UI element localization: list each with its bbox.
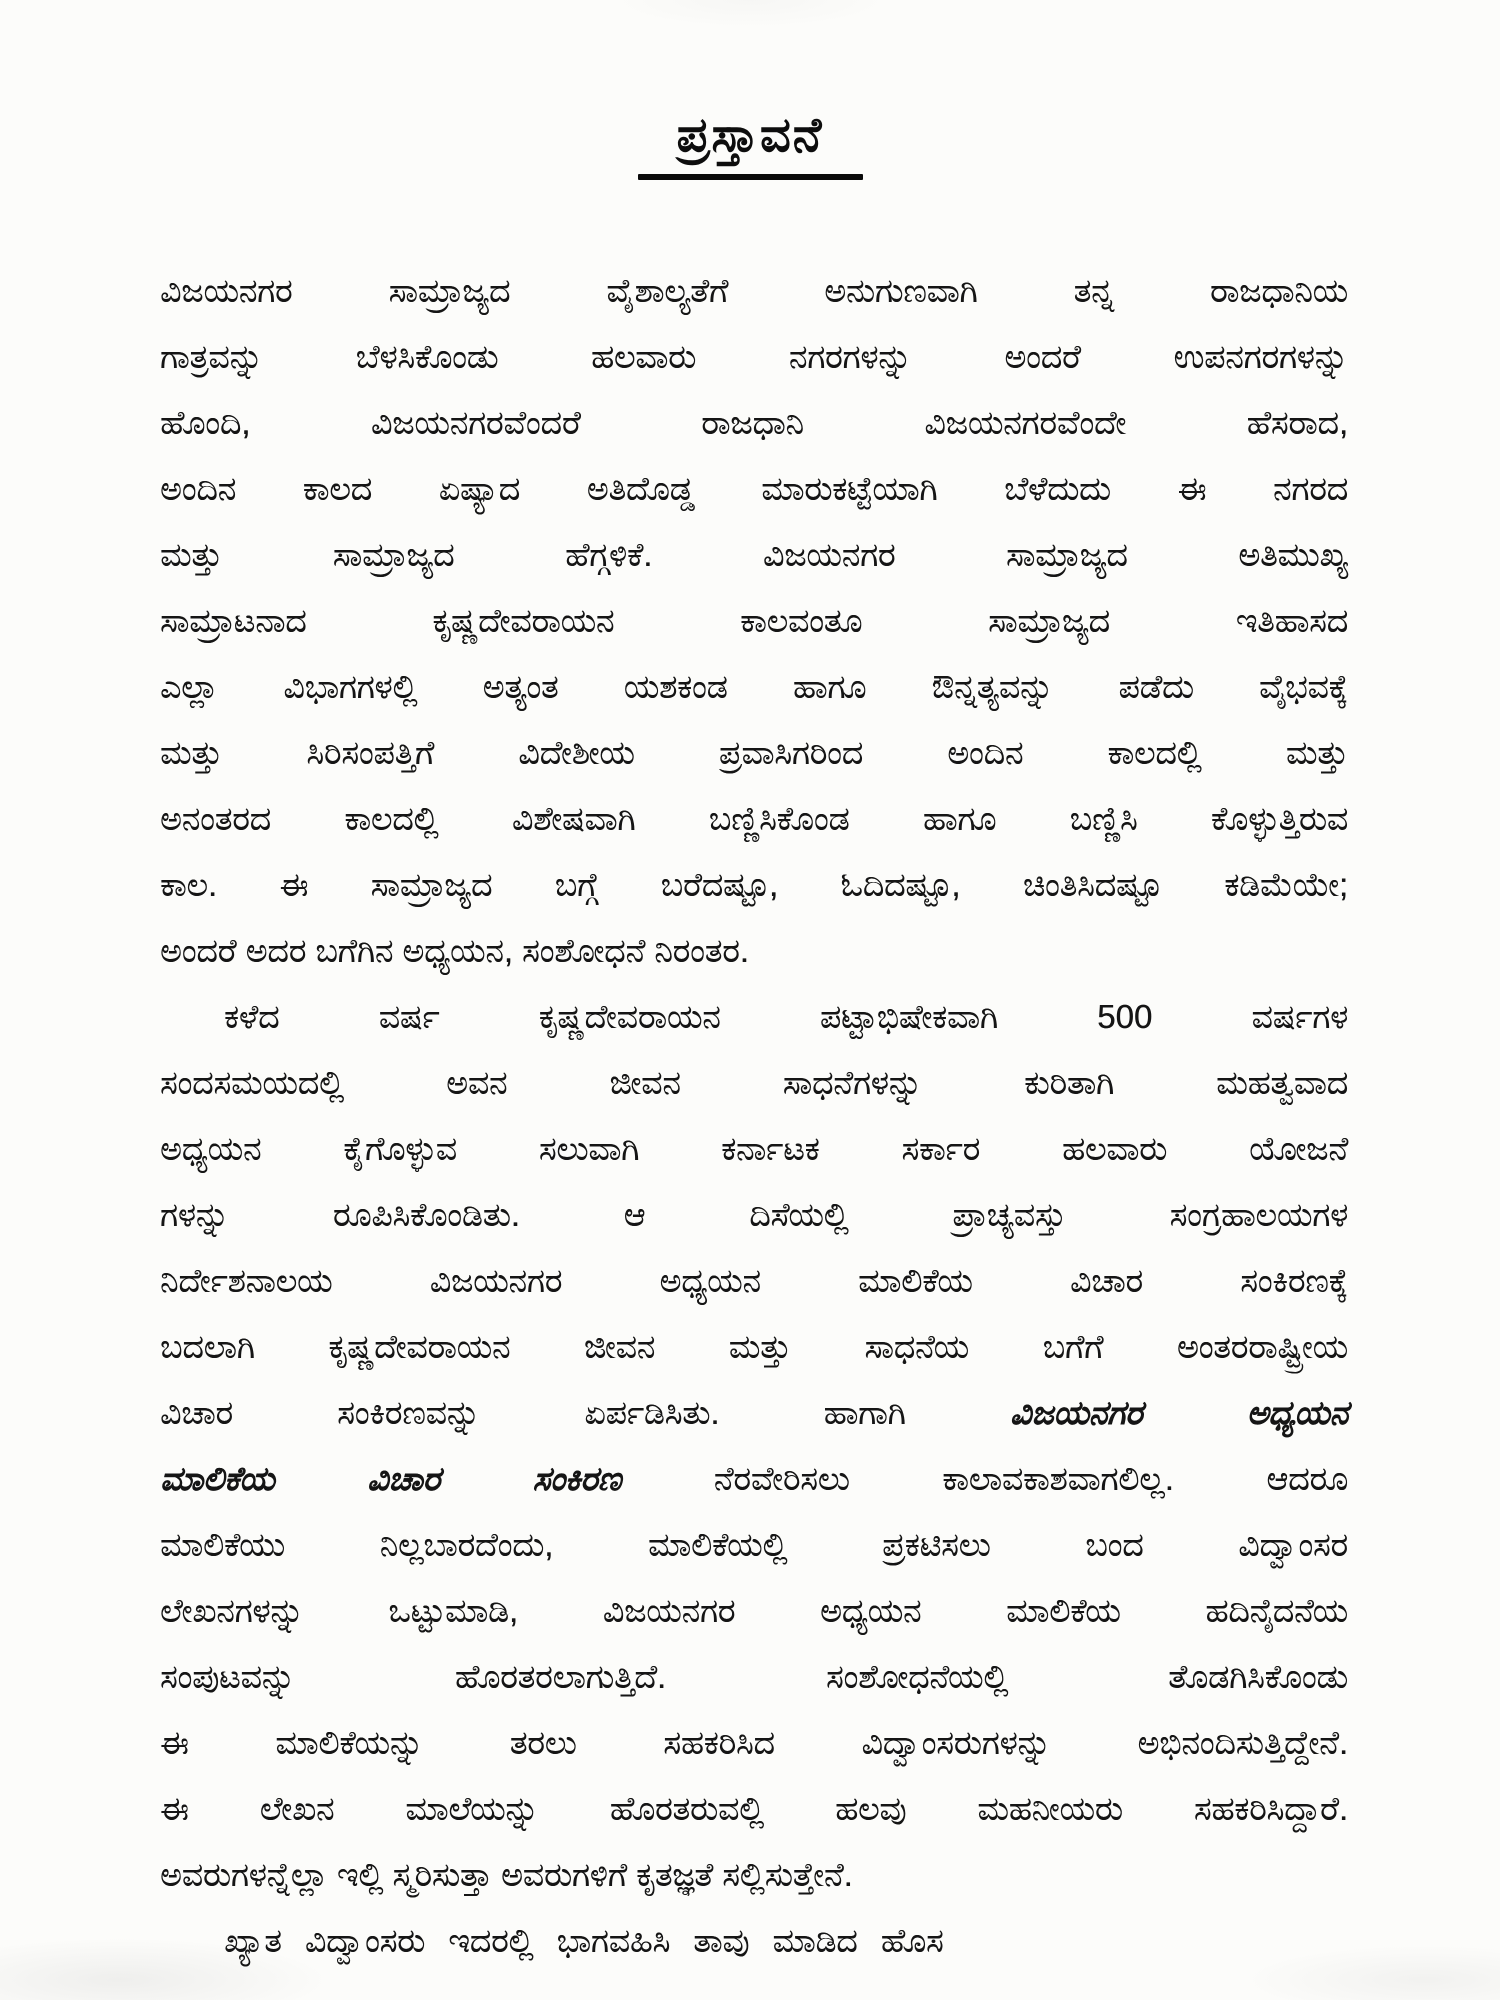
text-line	[160, 258, 1348, 324]
text-segment: ಮಾಲಿಕೆಯು ನಿಲ್ಲಬಾರದೆಂದು, ಮಾಲಿಕೆಯಲ್ಲಿ ಪ್ರಕಟಿಸಲು ಬಂದ ವಿದ್ವಾಂಸರ	[160, 1526, 1348, 1563]
text-segment: ಅಂದರೆ ಅದರ ಬಗೆಗಿನ ಅಧ್ಯಯನ, ಸಂಶೋಧನೆ ನಿರಂತರ.	[160, 932, 749, 969]
text-line	[160, 1314, 1348, 1380]
page-title: ಪ್ರಸ್ತಾವನೆ	[676, 109, 824, 162]
text-segment: ಸಾಮ್ರಾಟನಾದ ಕೃಷ್ಣದೇವರಾಯನ ಕಾಲವಂತೂ ಸಾಮ್ರಾಜ್ಯದ ಇತಿಹಾಸದ	[160, 602, 1348, 639]
text-segment: ಬದಲಾಗಿ ಕೃಷ್ಣದೇವರಾಯನ ಜೀವನ ಮತ್ತು ಸಾಧನೆಯ ಬಗೆಗೆ ಅಂತರರಾಷ್ಟ್ರೀಯ	[160, 1328, 1348, 1365]
text-line	[160, 1644, 1348, 1710]
text-line	[160, 1776, 1348, 1842]
text-segment: ಅಧ್ಯಯನ ಕೈಗೊಳ್ಳುವ ಸಲುವಾಗಿ ಕರ್ನಾಟಕ ಸರ್ಕಾರ ಹಲವಾರು ಯೋಜನೆ	[160, 1130, 1348, 1167]
text-segment: ಕಾಲ. ಈ ಸಾಮ್ರಾಜ್ಯದ ಬಗ್ಗೆ ಬರೆದಷ್ಟೂ, ಓದಿದಷ್ಟೂ, ಚಿಂತಿಸಿದಷ್ಟೂ ಕಡಿಮೆಯೇ;	[160, 866, 1348, 903]
text-line	[160, 1050, 1348, 1116]
text-line	[160, 1710, 1348, 1776]
text-segment: ಈ ಮಾಲಿಕೆಯನ್ನು ತರಲು ಸಹಕರಿಸಿದ ವಿದ್ವಾಂಸರುಗಳನ್ನು ಅಭಿನಂದಿಸುತ್ತಿದ್ದೇನೆ.	[160, 1724, 1348, 1761]
text-segment: ಗಾತ್ರವನ್ನು ಬೆಳಸಿಕೊಂಡು ಹಲವಾರು ನಗರಗಳನ್ನು ಅಂದರೆ ಉಪನಗರಗಳನ್ನು	[160, 338, 1348, 375]
text-segment: ಲೇಖನಗಳನ್ನು ಒಟ್ಟುಮಾಡಿ, ವಿಜಯನಗರ ಅಧ್ಯಯನ ಮಾಲಿಕೆಯ ಹದಿನೈದನೆಯ	[160, 1592, 1348, 1629]
text-segment: ಈ ಲೇಖನ ಮಾಲೆಯನ್ನು ಹೊರತರುವಲ್ಲಿ ಹಲವು ಮಹನೀಯರು ಸಹಕರಿಸಿದ್ದಾರೆ.	[160, 1790, 1348, 1827]
text-line	[160, 456, 1348, 522]
text-line	[160, 1116, 1348, 1182]
text-segment: ಖ್ಯಾತ ವಿದ್ವಾಂಸರು ಇದರಲ್ಲಿ ಭಾಗವಹಿಸಿ ತಾವು ಮಾಡಿದ ಹೊಸ	[224, 1922, 944, 1959]
text-line	[160, 984, 1348, 1050]
text-segment: ವಿಜಯನಗರ ಸಾಮ್ರಾಜ್ಯದ ವೈಶಾಲ್ಯತೆಗೆ ಅನುಗುಣವಾಗಿ ತನ್ನ ರಾಜಧಾನಿಯ	[160, 272, 1348, 309]
text-line	[160, 786, 1348, 852]
text-segment: ಮತ್ತು ಸಾಮ್ರಾಜ್ಯದ ಹೆಗ್ಗಳಿಕೆ. ವಿಜಯನಗರ ಸಾಮ್ರಾಜ್ಯದ ಅತಿಮುಖ್ಯ	[160, 536, 1348, 573]
text-line	[160, 918, 1348, 984]
text-segment: ಗಳನ್ನು ರೂಪಿಸಿಕೊಂಡಿತು. ಆ ದಿಸೆಯಲ್ಲಿ ಪ್ರಾಚ್ಯವಸ್ತು ಸಂಗ್ರಹಾಲಯಗಳ	[160, 1196, 1348, 1233]
text-line	[160, 324, 1348, 390]
text-segment: ನಿರ್ದೇಶನಾಲಯ ವಿಜಯನಗರ ಅಧ್ಯಯನ ಮಾಲಿಕೆಯ ವಿಚಾರ ಸಂಕಿರಣಕ್ಕೆ	[160, 1262, 1348, 1299]
text-line	[160, 1446, 1348, 1512]
title-underline	[638, 174, 863, 180]
text-line	[160, 852, 1348, 918]
text-segment: ಸಂಪುಟವನ್ನು ಹೊರತರಲಾಗುತ್ತಿದೆ. ಸಂಶೋಧನೆಯಲ್ಲಿ ತೊಡಗಿಸಿಕೊಂಡು	[160, 1658, 1348, 1695]
emphasized-text-segment: ಮಾಲಿಕೆಯ ವಿಚಾರ ಸಂಕಿರಣ	[160, 1460, 622, 1497]
text-line	[160, 720, 1348, 786]
text-line	[160, 522, 1348, 588]
text-segment: ಮತ್ತು ಸಿರಿಸಂಪತ್ತಿಗೆ ವಿದೇಶೀಯ ಪ್ರವಾಸಿಗರಿಂದ ಅಂದಿನ ಕಾಲದಲ್ಲಿ ಮತ್ತು	[160, 734, 1348, 771]
text-line	[160, 1248, 1348, 1314]
text-segment: ಕಳೆದ ವರ್ಷ ಕೃಷ್ಣದೇವರಾಯನ ಪಟ್ಟಾಭಿಷೇಕವಾಗಿ 500 ವರ್ಷಗಳ	[224, 998, 1348, 1035]
text-segment: ವಿಚಾರ ಸಂಕಿರಣವನ್ನು ಏರ್ಪಡಿಸಿತು. ಹಾಗಾಗಿ	[160, 1394, 1010, 1431]
emphasized-text-segment: ವಿಜಯನಗರ ಅಧ್ಯಯನ	[1009, 1394, 1348, 1431]
text-line	[160, 390, 1348, 456]
text-segment: ಸಂದಸಮಯದಲ್ಲಿ ಅವನ ಜೀವನ ಸಾಧನೆಗಳನ್ನು ಕುರಿತಾಗಿ ಮಹತ್ವವಾದ	[160, 1064, 1348, 1101]
text-line	[160, 588, 1348, 654]
text-line	[160, 1182, 1348, 1248]
text-line	[160, 1380, 1348, 1446]
text-line	[160, 1512, 1348, 1578]
text-segment: ಅವರುಗಳನ್ನೆಲ್ಲಾ ಇಲ್ಲಿ ಸ್ಮರಿಸುತ್ತಾ ಅವರುಗಳಿಗೆ ಕೃತಜ್ಞತೆ ಸಲ್ಲಿಸುತ್ತೇನೆ.	[160, 1856, 853, 1893]
text-segment: ಹೊಂದಿ, ವಿಜಯನಗರವೆಂದರೆ ರಾಜಧಾನಿ ವಿಜಯನಗರವೆಂದೇ ಹೆಸರಾದ,	[160, 404, 1348, 441]
text-segment: ಅಂದಿನ ಕಾಲದ ಏಷ್ಯಾದ ಅತಿದೊಡ್ಡ ಮಾರುಕಟ್ಟೆಯಾಗಿ ಬೆಳೆದುದು ಈ ನಗರದ	[160, 470, 1348, 507]
text-segment: ನೆರವೇರಿಸಲು ಕಾಲಾವಕಾಶವಾಗಲಿಲ್ಲ. ಆದರೂ	[621, 1460, 1348, 1497]
text-line	[160, 1908, 1348, 1974]
title-block	[0, 108, 1500, 180]
text-segment: ಎಲ್ಲಾ ವಿಭಾಗಗಳಲ್ಲಿ ಅತ್ಯಂತ ಯಶಕಂಡ ಹಾಗೂ ಔನ್ನತ್ಯವನ್ನು ಪಡೆದು ವೈಭವಕ್ಕೆ	[160, 668, 1348, 705]
text-segment: ಅನಂತರದ ಕಾಲದಲ್ಲಿ ವಿಶೇಷವಾಗಿ ಬಣ್ಣಿಸಿಕೊಂಡ ಹಾಗೂ ಬಣ್ಣಿಸಿ ಕೊಳ್ಳುತ್ತಿರುವ	[160, 800, 1348, 837]
text-line	[160, 654, 1348, 720]
text-line	[160, 1578, 1348, 1644]
text-line	[160, 1842, 1348, 1908]
page-body	[160, 258, 1348, 1974]
